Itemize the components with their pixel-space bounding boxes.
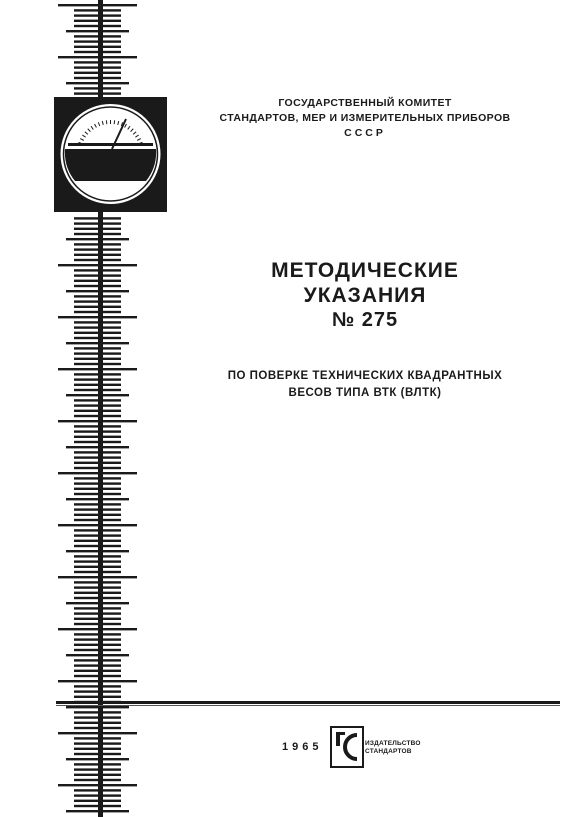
subject-line-2: ВЕСОВ ТИПА ВТК (ВЛТК) xyxy=(288,387,442,399)
publisher-line-1: ИЗДАТЕЛЬСТВО xyxy=(365,740,421,747)
organization-line-1: ГОСУДАРСТВЕННЫЙ КОМИТЕТ xyxy=(278,97,452,109)
publisher-line-2: СТАНДАРТОВ xyxy=(365,748,412,755)
title-line-2: УКАЗАНИЯ xyxy=(303,284,427,307)
subject-line-1: ПО ПОВЕРКЕ ТЕХНИЧЕСКИХ КВАДРАНТНЫХ xyxy=(227,370,503,382)
title-line-1: МЕТОДИЧЕСКИЕ xyxy=(271,259,459,282)
publisher-logo-icon xyxy=(330,726,364,768)
horizontal-rule xyxy=(56,697,560,711)
organization-line-2: СТАНДАРТОВ, МЕР И ИЗМЕРИТЕЛЬНЫХ ПРИБОРОВ xyxy=(219,112,511,124)
gauge-emblem-icon xyxy=(54,97,167,212)
document-subject xyxy=(170,368,560,402)
organization-country: СССР xyxy=(344,127,386,139)
publisher-name xyxy=(365,740,445,756)
document-number: № 275 xyxy=(331,309,399,331)
document-title xyxy=(170,258,560,333)
issuing-organization xyxy=(170,96,560,141)
publication-year: 1965 xyxy=(282,741,323,753)
